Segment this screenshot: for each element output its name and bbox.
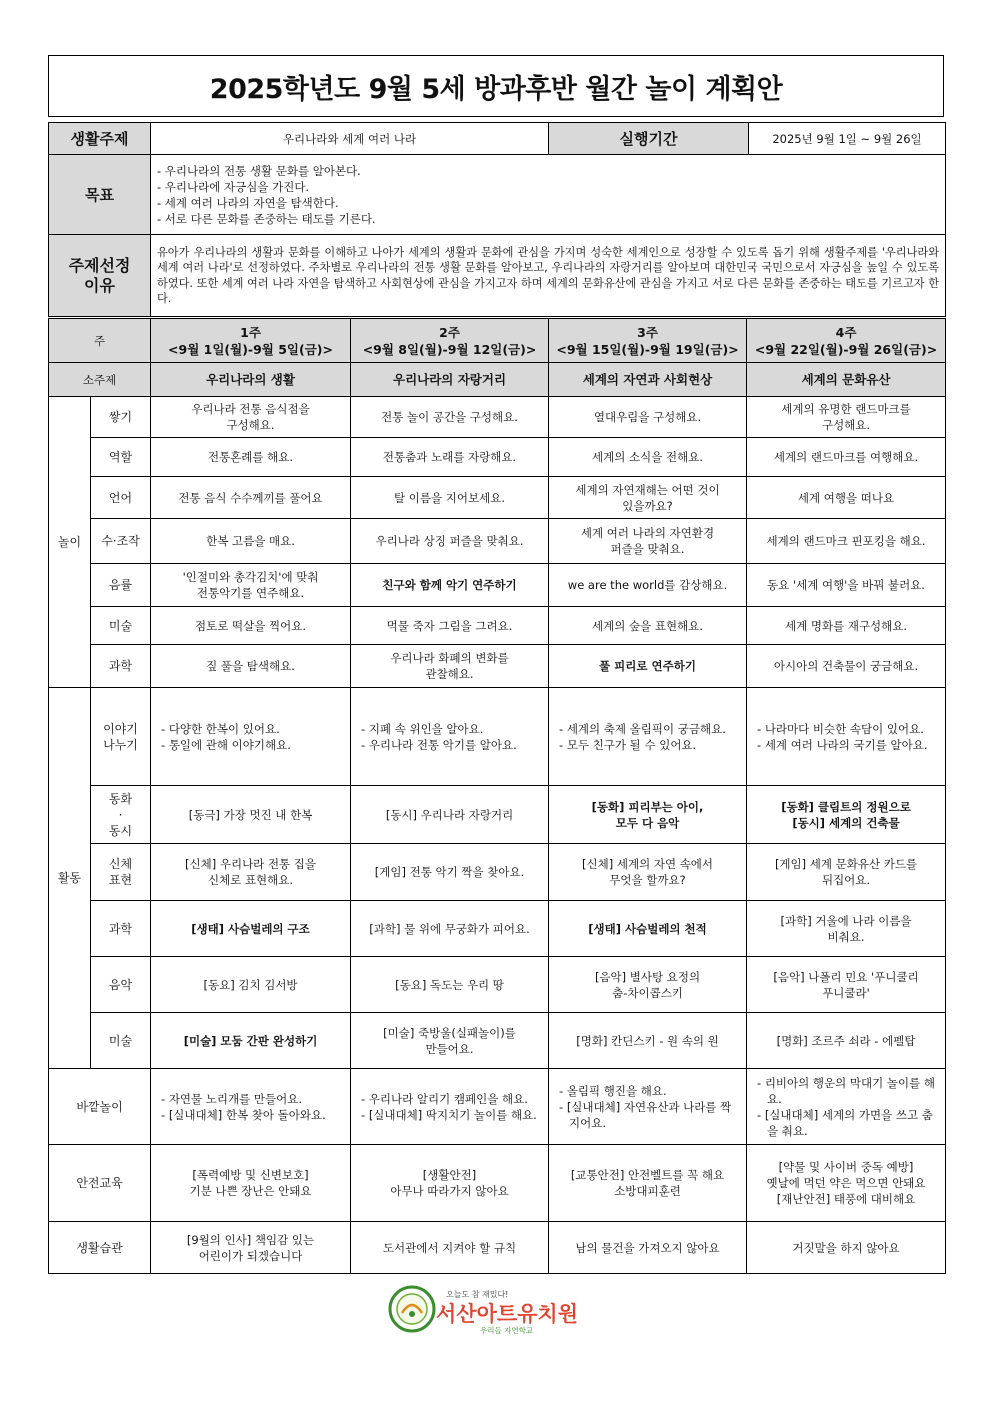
plan-cell: 전통 음식 수수께끼를 풀어요 [151,477,351,519]
goal-item: - 서로 다른 문화를 존중하는 태도를 기른다. [157,211,376,226]
habit-label: 생활습관 [49,1222,151,1274]
plan-cell: 세계 여러 나라의 자연환경 퍼즐을 맞춰요. [549,519,747,564]
week-label: 주 [49,319,151,363]
plan-cell: - 올림픽 행진을 해요. - [실내대체] 자연유산과 나라를 짝지어요. [549,1069,747,1145]
plan-cell: [생태] 사슴벌레의 천적 [549,901,747,957]
plan-cell: 짚 풀을 탐색해요. [151,645,351,688]
plan-cell: 친구와 함께 악기 연주하기 [351,564,549,607]
plan-cell: [명화] 조르주 쇠라 - 에펠탑 [747,1013,946,1069]
plan-cell: [생활안전] 아무나 따라가지 않아요 [351,1145,549,1222]
goal-item: - 세계 여러 나라의 자연을 탐색한다. [157,195,339,210]
outdoor-label: 바깥놀이 [49,1069,151,1145]
play-row-label: 미술 [91,607,151,645]
plan-cell: - 다양한 한복이 있어요. - 통일에 관해 이야기해요. [151,688,351,786]
page-title: 2025학년도 9월 5세 방과후반 월간 놀이 계획안 [48,55,944,117]
plan-table [48,318,946,1274]
play-row-label: 수·조작 [91,519,151,564]
period-label: 실행기간 [549,123,749,155]
theme-label: 생활주제 [49,123,151,155]
plan-cell: [과학] 거울에 나라 이름을 비춰요. [747,901,946,957]
plan-cell: 세계의 자연재해는 어떤 것이 있을까요? [549,477,747,519]
subtopic: 우리나라의 생활 [151,363,351,397]
activity-row-label: 미술 [91,1013,151,1069]
goal-list [151,155,946,235]
plan-cell: 거짓말을 하지 않아요 [747,1222,946,1274]
week-header: 3주 <9월 15일(월)-9월 19일(금)> [549,319,747,363]
plan-cell: [동화] 피리부는 아이, 모두 다 음악 [549,786,747,844]
period-value: 2025년 9월 1일 ~ 9월 26일 [749,123,946,155]
week-header: 1주 <9월 1일(월)-9월 5일(금)> [151,319,351,363]
plan-cell: 도서관에서 지켜야 할 규칙 [351,1222,549,1274]
goal-item: - 우리나라의 전통 생활 문화를 알아본다. [157,163,361,178]
theme-value: 우리나라와 세계 여러 나라 [151,123,549,155]
plan-cell: [약물 및 사이버 중독 예방] 옛날에 먹던 약은 먹으면 안돼요 [재난안전] 태풍에 대비해요 [747,1145,946,1222]
plan-cell: '인절미와 총각김치'에 맞춰 전통악기를 연주해요. [151,564,351,607]
plan-cell: [게임] 전통 악기 짝을 찾아요. [351,844,549,901]
plan-cell: [9월의 인사] 책임감 있는 어린이가 되겠습니다 [151,1222,351,1274]
plan-cell: 세계 여행을 떠나요 [747,477,946,519]
plan-cell: 우리나라 화폐의 변화를 관찰해요. [351,645,549,688]
plan-cell: 세계의 랜드마크 핀포킹을 해요. [747,519,946,564]
plan-cell: [동요] 김치 김서방 [151,957,351,1013]
plan-cell: [게임] 세계 문화유산 카드를 뒤집어요. [747,844,946,901]
plan-cell: [동극] 가장 멋진 내 한복 [151,786,351,844]
plan-cell: [교통안전] 안전벨트를 꼭 해요 소방대피훈련 [549,1145,747,1222]
plan-cell: - 리비아의 행운의 막대기 놀이를 해요. - [실내대체] 세계의 가면을 쓰고 춤을 춰요. [747,1069,946,1145]
plan-cell: [동시] 우리나라 자랑거리 [351,786,549,844]
subtopic: 우리나라의 자랑거리 [351,363,549,397]
play-row-label: 과학 [91,645,151,688]
plan-cell: - 지폐 속 위인을 알아요. - 우리나라 전통 악기를 알아요. [351,688,549,786]
plan-cell: [동요] 독도는 우리 땅 [351,957,549,1013]
activity-row-label: 과학 [91,901,151,957]
plan-cell: 세계의 소식을 전해요. [549,438,747,477]
plan-cell: 열대우림을 구성해요. [549,397,747,438]
reason-text: 유아가 우리나라의 생활과 문화를 이해하고 나아가 세계의 생활과 문화에 관심을 가지며 성숙한 세계인으로 성장할 수 있도록 돕기 위해 생활주제를 '우리나라와 세계 여러 나라'로 선정하였다. 주차별로 우리나라의 전통 생활 문화를 알아보고, 우리나라의 자랑거리를 알아보며 대한민국 국민으로서 자긍심을 높일 수 있도록 하였다. 또한 세계 여러 나라 자연을 탐색하고 사회현상에 관심을 가지고자 하며 세계의 문화유산에 관심을 가지고 서로 다른 문화를 존중하는 태도를 기르고자 한다. [151,235,946,317]
safety-label: 안전교육 [49,1145,151,1222]
plan-cell: 남의 물건을 가져오지 않아요 [549,1222,747,1274]
kindergarten-logo [388,1283,578,1335]
logo-slogan: 오늘도 참 재밌다! [446,1290,509,1299]
plan-cell: 우리나라 상징 퍼즐을 맞춰요. [351,519,549,564]
plan-cell: [폭력예방 및 신변보호] 기분 나쁜 장난은 안돼요 [151,1145,351,1222]
play-row-label: 쌓기 [91,397,151,438]
plan-cell: 먹물 죽자 그림을 그려요. [351,607,549,645]
week-header: 2주 <9월 8일(월)-9월 12일(금)> [351,319,549,363]
plan-cell: [미술] 죽방울(실패놀이)를 만들어요. [351,1013,549,1069]
week-header: 4주 <9월 22일(월)-9월 26일(금)> [747,319,946,363]
subtopic-label: 소주제 [49,363,151,397]
plan-cell: - 세계의 축제 올림픽이 궁금해요. - 모두 친구가 될 수 있어요. [549,688,747,786]
goal-item: - 우리나라에 자긍심을 가진다. [157,179,310,194]
plan-cell: 탈 이름을 지어보세요. [351,477,549,519]
activity-row-label: 음악 [91,957,151,1013]
plan-cell: [동화] 클림트의 정원으로 [동시] 세계의 건축물 [747,786,946,844]
plan-cell: 세계 명화를 재구성해요. [747,607,946,645]
plan-cell: - 나라마다 비슷한 속담이 있어요. - 세계 여러 나라의 국기를 알아요. [747,688,946,786]
plan-cell: 점토로 떡살을 찍어요. [151,607,351,645]
plan-cell: [음악] 나폴리 민요 '푸니쿨리 푸니쿨라' [747,957,946,1013]
activity-row-label: 동화 · 동시 [91,786,151,844]
activity-row-label: 신체 표현 [91,844,151,901]
plan-cell: 동요 '세계 여행'을 바꿔 불러요. [747,564,946,607]
plan-cell: [명화] 칸딘스키 - 원 속의 원 [549,1013,747,1069]
plan-cell: 한복 고름을 매요. [151,519,351,564]
plan-cell: 풀 피리로 연주하기 [549,645,747,688]
subtopic: 세계의 문화유산 [747,363,946,397]
activity-row-label: 이야기 나누기 [91,688,151,786]
plan-cell: [음악] 별사탕 요정의 춤-차이콥스키 [549,957,747,1013]
plan-cell: [과학] 물 위에 무궁화가 피어요. [351,901,549,957]
plan-cell: 세계의 유명한 랜드마크를 구성해요. [747,397,946,438]
plan-cell: 전통 놀이 공간을 구성해요. [351,397,549,438]
plan-cell: [미술] 모둠 간판 완성하기 [151,1013,351,1069]
play-row-label: 역할 [91,438,151,477]
play-category-label: 놀이 [49,397,91,688]
plan-cell: 우리나라 전통 음식점을 구성해요. [151,397,351,438]
plan-cell: 전통혼례를 해요. [151,438,351,477]
plan-cell: [신체] 우리나라 전통 집을 신체로 표현해요. [151,844,351,901]
plan-cell: 전통춤과 노래를 자랑해요. [351,438,549,477]
info-table [48,122,946,317]
reason-label: 주제선정 이유 [49,235,151,317]
plan-cell: [신체] 세계의 자연 속에서 무엇을 할까요? [549,844,747,901]
goal-label: 목표 [49,155,151,235]
play-row-label: 언어 [91,477,151,519]
logo-name: 서산아트유치원 [436,1302,578,1326]
subtopic: 세계의 자연과 사회현상 [549,363,747,397]
plan-cell: - 우리나라 알리기 캠페인을 해요. - [실내대체] 딱지치기 놀이를 해요. [351,1069,549,1145]
logo-tagline: 우리들 자연학교 [480,1326,534,1335]
activity-category-label: 활동 [49,688,91,1069]
plan-cell: 세계의 숲을 표현해요. [549,607,747,645]
plan-cell: [생태] 사슴벌레의 구조 [151,901,351,957]
plan-cell: 아시아의 건축물이 궁금해요. [747,645,946,688]
play-row-label: 음률 [91,564,151,607]
plan-cell: - 자연물 노리개를 만들어요. - [실내대체] 한복 찾아 돌아와요. [151,1069,351,1145]
plan-cell: we are the world를 감상해요. [549,564,747,607]
plan-cell: 세계의 랜드마크를 여행해요. [747,438,946,477]
